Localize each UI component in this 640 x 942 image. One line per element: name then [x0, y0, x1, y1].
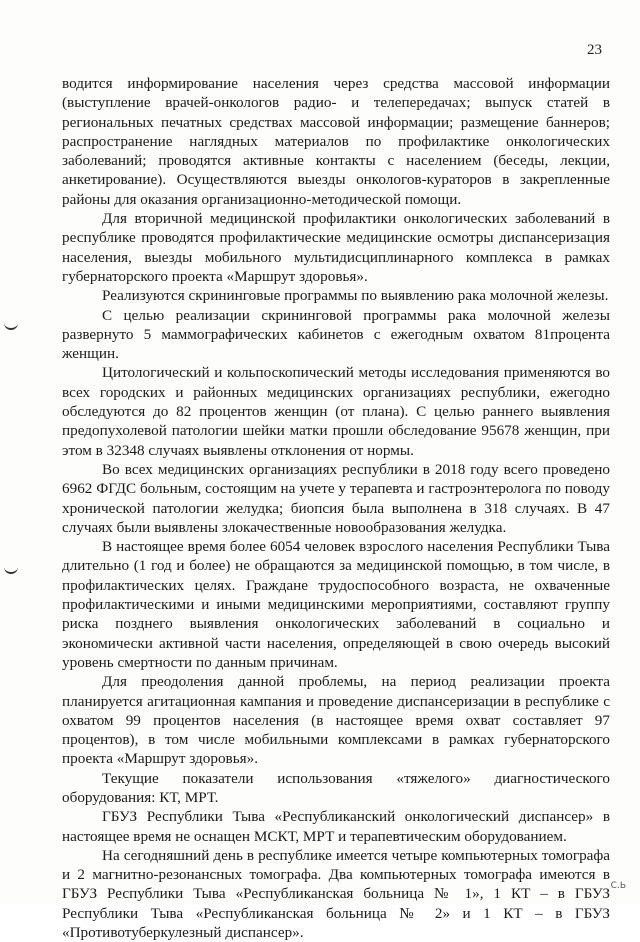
margin-mark: [4, 566, 18, 574]
paragraph: ГБУЗ Республики Тыва «Республиканский онкологический диспансер» в настоящее время не оснащен МСКТ, МРТ и терапевтическим оборудованием.: [62, 808, 610, 845]
paragraph: Текущие показатели использования «тяжелого» диагностического оборудования: КТ, МРТ.: [62, 769, 610, 806]
paragraph: Во всех медицинских организациях республики в 2018 году всего проведено 6962 ФГДС больным, состоящим на учете у терапевта и гастроэнтеролога по поводу хронической патологии желудка; биопсия была выполнена в 318 случаях. В 47 случаях были выявлены злокачественные новообразования желудка.: [62, 460, 610, 536]
paragraph: В настоящее время более 6054 человек взрослого населения Республики Тыва длительно (1 год и более) не обращаются за медицинской помощью, в том числе, в профилактических целях. Граждане трудоспособного возраста, не охваченные профилактическими и иными медицинскими мероприятиями, составляют группу риска позднего выявления онкологических заболеваний в социально и экономически активной части населения, определяющей в свою очередь высокий уровень смертности по данным причинам.: [62, 538, 610, 671]
page-number: 23: [587, 42, 602, 58]
paragraph: На сегодняшний день в республике имеется четыре компьютерных томографа и 2 магнитно-резонансных томографа. Два компьютерных томографа имеются в ГБУЗ Республики Тыва «Республиканская больница № 1», 1 КТ – в ГБУЗ Республики Тыва «Республиканская больница № 2» и 1 КТ – в ГБУЗ «Противотуберкулезный диспансер».: [62, 846, 610, 942]
paragraph: Цитологический и кольпоскопический методы исследования применяются во всех городских и районных медицинских организациях республики, ежегодно обследуются до 82 процентов женщин (от плана). С целью раннего выявления предопухолевой патологии шейки матки прошли обследование 95678 женщин, при этом в 32348 случаях выявлены отклонения от нормы.: [62, 364, 610, 459]
margin-mark: [4, 322, 18, 330]
paragraph: Реализуются скрининговые программы по выявлению рака молочной железы.: [102, 287, 609, 305]
paragraph: Для преодоления данной проблемы, на период реализации проекта планируется агитационная кампания и проведение диспансеризации в республике с охватом 99 процентов населения (в настоящее время охват составляет 97 процентов), в том числе мобильными комплексами в рамках губернаторского проекта «Маршрут здоровья».: [62, 673, 610, 768]
corner-mark: С.Ь: [610, 881, 626, 891]
paragraph: С целью реализации скрининговой программы рака молочной железы развернуто 5 маммографических кабинетов с ежегодным охватом 81процента женщин.: [62, 306, 610, 363]
paragraph-continuation: водится информирование населения через средства массовой информации (выступление врачей-онкологов радио- и телепередачах; выпуск статей в региональных печатных средствах массовой информации; размещение баннеров; распространение наглядных материалов по профилактике онкологических заболеваний; проводятся активные контакты с населением (беседы, лекции, анкетирование). Осуществляются выезды онкологов-кураторов в закрепленные районы для оказания организационно-методической помощи.: [62, 75, 610, 208]
document-body: [62, 74, 610, 942]
paragraph: Для вторичной медицинской профилактики онкологических заболеваний в республике проводятся профилактические медицинские осмотры диспансеризация населения, выезды мобильного мультидисциплинарного комплекса в рамках губернаторского проекта «Маршрут здоровья».: [62, 210, 610, 285]
